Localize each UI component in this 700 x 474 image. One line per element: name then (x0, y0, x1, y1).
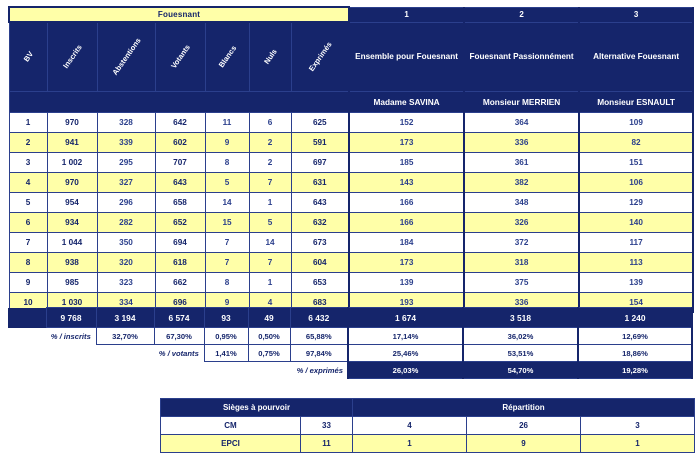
seats-cm-list2: 26 (467, 417, 581, 435)
seats-block (160, 398, 694, 453)
cell-abstentions: 327 (97, 172, 155, 192)
cell-list1: 185 (349, 152, 464, 172)
cell-bv: 2 (9, 132, 47, 152)
pct-nuls: 0,75% (248, 345, 290, 362)
seats-table (160, 398, 695, 453)
cell-inscrits: 938 (47, 252, 97, 272)
pct-inscrits-row (8, 328, 692, 345)
candidate-2: Monsieur MERRIEN (464, 91, 579, 112)
totals-row (8, 308, 692, 328)
cell-list2: 318 (464, 252, 579, 272)
totals-table (8, 307, 693, 328)
cell-blancs: 5 (205, 172, 249, 192)
cell-list1: 173 (349, 132, 464, 152)
pct-spacer (8, 362, 248, 379)
cell-list3: 113 (579, 252, 693, 272)
cell-list3: 82 (579, 132, 693, 152)
candidate-row (9, 91, 693, 112)
cell-exprimes: 632 (291, 212, 349, 232)
cell-bv: 6 (9, 212, 47, 232)
pct-exprimes-label: % / exprimés (296, 365, 343, 375)
cell-list2: 348 (464, 192, 579, 212)
cell-exprimes: 683 (291, 292, 349, 312)
cell-abstentions: 350 (97, 232, 155, 252)
cell-blancs: 9 (205, 132, 249, 152)
col-header-blancs: Blancs (205, 22, 249, 91)
pct-exprimes: 65,88% (290, 328, 348, 345)
candidate-spacer (9, 91, 349, 112)
total-blancs: 93 (204, 308, 248, 328)
table-row (9, 212, 693, 232)
list-number-3: 3 (579, 7, 693, 22)
total-list2: 3 518 (463, 308, 578, 328)
cell-votants: 662 (155, 272, 205, 292)
main-results-block (8, 6, 692, 313)
cell-list3: 140 (579, 212, 693, 232)
pct-list2: 54,70% (463, 362, 578, 379)
cell-votants: 658 (155, 192, 205, 212)
cell-inscrits: 985 (47, 272, 97, 292)
cell-list2: 336 (464, 292, 579, 312)
table-row (9, 192, 693, 212)
pct-exprimes-row (8, 362, 692, 379)
seats-title-left: Sièges à pourvoir (161, 399, 353, 417)
cell-votants: 707 (155, 152, 205, 172)
cell-blancs: 8 (205, 272, 249, 292)
cell-nuls: 2 (249, 152, 291, 172)
cell-list1: 193 (349, 292, 464, 312)
pct-spacer (8, 345, 96, 362)
cell-nuls: 7 (249, 172, 291, 192)
cell-list3: 154 (579, 292, 693, 312)
table-row (9, 172, 693, 192)
total-list1: 1 674 (348, 308, 463, 328)
total-list3: 1 240 (578, 308, 692, 328)
cell-list3: 117 (579, 232, 693, 252)
cell-inscrits: 934 (47, 212, 97, 232)
cell-list2: 375 (464, 272, 579, 292)
seats-title-right: Répartition (353, 399, 695, 417)
cell-exprimes: 625 (291, 112, 349, 132)
cell-bv: 4 (9, 172, 47, 192)
cell-bv: 8 (9, 252, 47, 272)
cell-list2: 372 (464, 232, 579, 252)
cell-blancs: 15 (205, 212, 249, 232)
cell-inscrits: 1 030 (47, 292, 97, 312)
list-name-3: Alternative Fouesnant (579, 22, 693, 91)
cell-inscrits: 970 (47, 112, 97, 132)
cell-inscrits: 954 (47, 192, 97, 212)
cell-blancs: 7 (205, 252, 249, 272)
seats-epci-list3: 1 (581, 435, 695, 453)
pct-spacer (8, 328, 46, 345)
table-row (9, 272, 693, 292)
cell-exprimes: 604 (291, 252, 349, 272)
cell-blancs: 9 (205, 292, 249, 312)
seats-total-epci: 11 (301, 435, 353, 453)
cell-exprimes: 673 (291, 232, 349, 252)
results-table (8, 6, 694, 313)
cell-list1: 139 (349, 272, 464, 292)
column-header-row (9, 22, 693, 91)
cell-votants: 618 (155, 252, 205, 272)
pct-exprimes-table (8, 361, 693, 379)
cell-inscrits: 941 (47, 132, 97, 152)
cell-votants: 642 (155, 112, 205, 132)
cell-bv: 10 (9, 292, 47, 312)
cell-nuls: 1 (249, 192, 291, 212)
cell-abstentions: 282 (97, 212, 155, 232)
pct-spacer2 (96, 345, 154, 362)
cell-bv: 9 (9, 272, 47, 292)
cell-abstentions: 339 (97, 132, 155, 152)
pct-nuls: 0,50% (248, 328, 290, 345)
total-exprimes: 6 432 (290, 308, 348, 328)
cell-list2: 361 (464, 152, 579, 172)
cell-exprimes: 591 (291, 132, 349, 152)
total-inscrits: 9 768 (46, 308, 96, 328)
seats-total-cm: 33 (301, 417, 353, 435)
total-nuls: 49 (248, 308, 290, 328)
cell-blancs: 8 (205, 152, 249, 172)
pct-list1: 25,46% (348, 345, 463, 362)
pct-exprimes: 97,84% (290, 345, 348, 362)
cell-votants: 643 (155, 172, 205, 192)
seats-header-row (161, 399, 695, 417)
seats-row-epci (161, 435, 695, 453)
cell-inscrits: 1 002 (47, 152, 97, 172)
cell-blancs: 11 (205, 112, 249, 132)
seats-label-cm: CM (161, 417, 301, 435)
cell-abstentions: 334 (97, 292, 155, 312)
cell-nuls: 7 (249, 252, 291, 272)
pct-inscrits-table (8, 327, 693, 345)
cell-nuls: 6 (249, 112, 291, 132)
pct-inscrits-label: % / inscrits (46, 328, 96, 345)
cell-list2: 382 (464, 172, 579, 192)
cell-abstentions: 320 (97, 252, 155, 272)
cell-list1: 166 (349, 192, 464, 212)
seats-cm-list3: 3 (581, 417, 695, 435)
cell-exprimes: 643 (291, 192, 349, 212)
seats-epci-list1: 1 (353, 435, 467, 453)
list-number-2: 2 (464, 7, 579, 22)
col-header-abstentions: Abstentions (97, 22, 155, 91)
cell-votants: 694 (155, 232, 205, 252)
cell-nuls: 1 (249, 272, 291, 292)
cell-nuls: 4 (249, 292, 291, 312)
candidate-1: Madame SAVINA (349, 91, 464, 112)
pct-list3: 19,28% (578, 362, 692, 379)
list-name-2: Fouesnant Passionnément (464, 22, 579, 91)
cell-list3: 106 (579, 172, 693, 192)
pct-abstentions: 32,70% (96, 328, 154, 345)
table-row (9, 112, 693, 132)
cell-nuls: 2 (249, 132, 291, 152)
pct-blancs: 1,41% (204, 345, 248, 362)
commune-title: Fouesnant (9, 7, 349, 22)
cell-list1: 166 (349, 212, 464, 232)
pct-list1: 17,14% (348, 328, 463, 345)
cell-votants: 602 (155, 132, 205, 152)
table-row (9, 252, 693, 272)
cell-list3: 109 (579, 112, 693, 132)
pct-inscrits-block (8, 327, 692, 345)
pct-exprimes-block (8, 361, 692, 379)
cell-nuls: 5 (249, 212, 291, 232)
cell-inscrits: 970 (47, 172, 97, 192)
cell-list2: 364 (464, 112, 579, 132)
pct-list2: 36,02% (463, 328, 578, 345)
col-header-votants: Votants (155, 22, 205, 91)
pct-list2: 53,51% (463, 345, 578, 362)
cell-list1: 184 (349, 232, 464, 252)
pct-list3: 12,69% (578, 328, 692, 345)
list-name-1: Ensemble pour Fouesnant (349, 22, 464, 91)
title-row (9, 7, 693, 22)
cell-abstentions: 328 (97, 112, 155, 132)
cell-list1: 152 (349, 112, 464, 132)
cell-blancs: 7 (205, 232, 249, 252)
cell-exprimes: 653 (291, 272, 349, 292)
cell-inscrits: 1 044 (47, 232, 97, 252)
seats-cm-list1: 4 (353, 417, 467, 435)
pct-votants-table (8, 344, 693, 362)
cell-bv: 3 (9, 152, 47, 172)
pct-votants-block (8, 344, 692, 362)
cell-list2: 326 (464, 212, 579, 232)
col-header-bv: BV (9, 22, 47, 91)
cell-list3: 129 (579, 192, 693, 212)
cell-bv: 7 (9, 232, 47, 252)
cell-list1: 173 (349, 252, 464, 272)
cell-bv: 5 (9, 192, 47, 212)
cell-list2: 336 (464, 132, 579, 152)
totals-block (8, 307, 692, 328)
table-row (9, 132, 693, 152)
pct-votants-label: % / votants (154, 345, 204, 362)
cell-exprimes: 631 (291, 172, 349, 192)
cell-bv: 1 (9, 112, 47, 132)
pct-list1: 26,03% (348, 362, 463, 379)
pct-votants: 67,30% (154, 328, 204, 345)
list-number-1: 1 (349, 7, 464, 22)
cell-list3: 151 (579, 152, 693, 172)
cell-nuls: 14 (249, 232, 291, 252)
cell-abstentions: 296 (97, 192, 155, 212)
cell-exprimes: 697 (291, 152, 349, 172)
seats-row-cm (161, 417, 695, 435)
col-header-nuls: Nuls (249, 22, 291, 91)
cell-blancs: 14 (205, 192, 249, 212)
cell-list1: 143 (349, 172, 464, 192)
total-votants: 6 574 (154, 308, 204, 328)
total-abstentions: 3 194 (96, 308, 154, 328)
cell-votants: 696 (155, 292, 205, 312)
candidate-3: Monsieur ESNAULT (579, 91, 693, 112)
col-header-inscrits: Inscrits (47, 22, 97, 91)
col-header-exprimes: Exprimés (291, 22, 349, 91)
table-row (9, 232, 693, 252)
pct-list3: 18,86% (578, 345, 692, 362)
pct-votants-row (8, 345, 692, 362)
pct-blancs: 0,95% (204, 328, 248, 345)
cell-abstentions: 323 (97, 272, 155, 292)
cell-abstentions: 295 (97, 152, 155, 172)
seats-label-epci: EPCI (161, 435, 301, 453)
cell-votants: 652 (155, 212, 205, 232)
table-row (9, 152, 693, 172)
cell-list3: 139 (579, 272, 693, 292)
seats-epci-list2: 9 (467, 435, 581, 453)
total-bv (8, 308, 46, 328)
